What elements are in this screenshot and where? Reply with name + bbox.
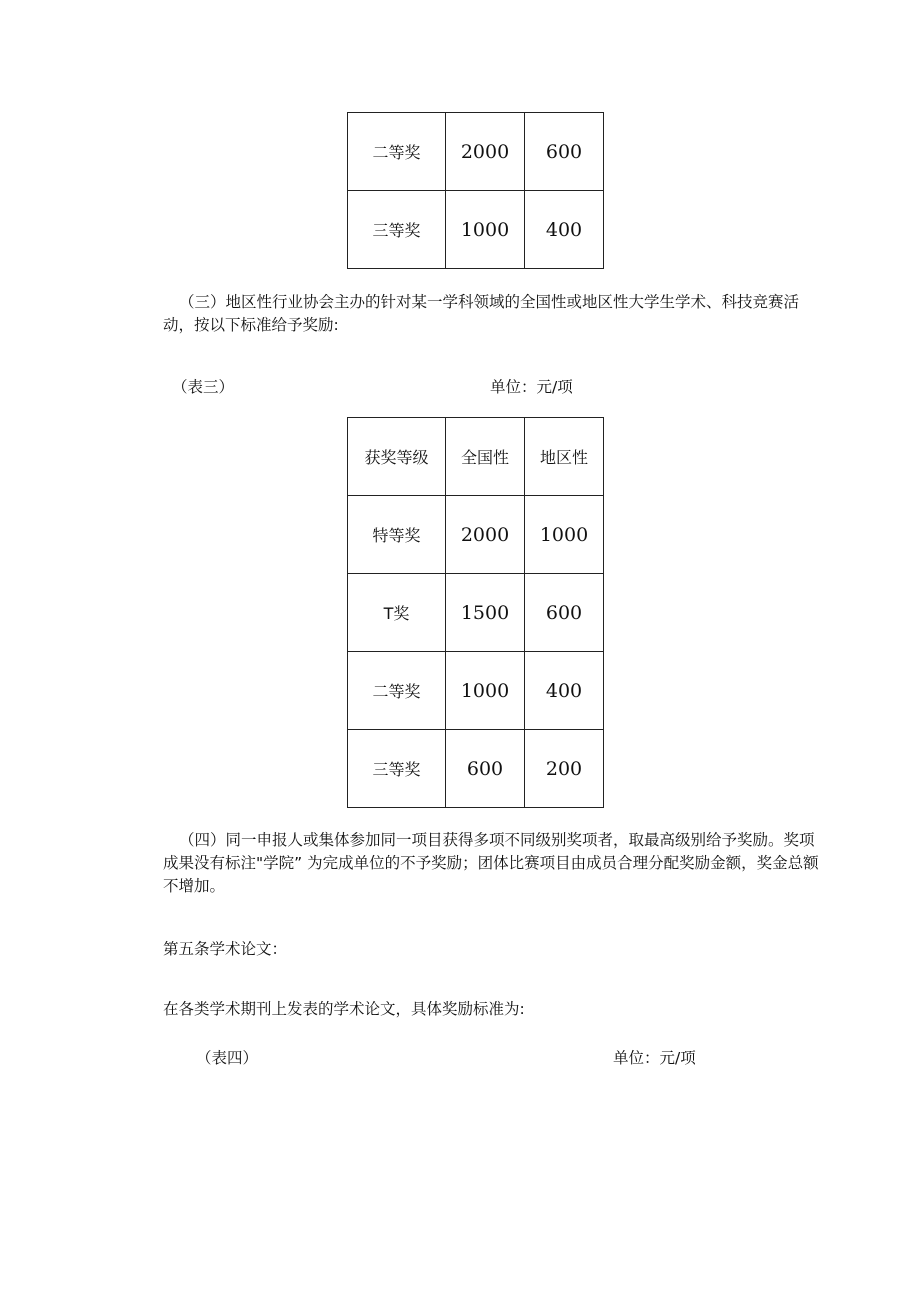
table-cell-value: 400 [525, 652, 604, 730]
table-cell-value: 600 [446, 730, 525, 808]
table-row [348, 496, 604, 574]
table3-unit: 单位：元/项 [490, 378, 573, 396]
table-cell-level: T奖 [348, 574, 446, 652]
table3-label: （表三） [172, 378, 235, 396]
table-row [348, 113, 604, 191]
table-header-regional: 地区性 [525, 418, 604, 496]
table4-label: （表四） [196, 1049, 259, 1067]
award-table-three [347, 417, 604, 808]
table-cell-level: 三等奖 [348, 191, 446, 269]
table-row [348, 652, 604, 730]
table-header-national: 全国性 [446, 418, 525, 496]
table-cell-value: 1000 [525, 496, 604, 574]
table-cell-level: 特等奖 [348, 496, 446, 574]
article-five-text: 在各类学术期刊上发表的学术论文，具体奖励标准为: [163, 1000, 525, 1018]
article-five-heading: 第五条学术论文： [163, 940, 288, 958]
table-header-level: 获奖等级 [348, 418, 446, 496]
paragraph-four-text: （四）同一申报人或集体参加同一项目获得多项不同级别奖项者，取最高级别给予奖励。奖项成果没有标注"学院” 为完成单位的不予奖励；团体比赛项目由成员合理分配奖励金额，奖金总额不增加。 [163, 831, 819, 895]
paragraph-three [163, 291, 823, 337]
table-cell-value: 2000 [446, 113, 525, 191]
table-cell-value: 600 [525, 574, 604, 652]
award-table-continued [347, 112, 604, 269]
table-cell-value: 2000 [446, 496, 525, 574]
table-row [348, 574, 604, 652]
table-cell-level: 三等奖 [348, 730, 446, 808]
table-cell-value: 400 [525, 191, 604, 269]
paragraph-three-text: （三）地区性行业协会主办的针对某一学科领域的全国性或地区性大学生学术、科技竞赛活动，按以下标准给予奖励: [163, 293, 800, 334]
table-cell-value: 200 [525, 730, 604, 808]
table-header-row [348, 418, 604, 496]
table-cell-value: 600 [525, 113, 604, 191]
table-cell-level: 二等奖 [348, 652, 446, 730]
table-row [348, 191, 604, 269]
table-cell-value: 1500 [446, 574, 525, 652]
table-cell-value: 1000 [446, 191, 525, 269]
table-cell-value: 1000 [446, 652, 525, 730]
table-cell-level: 二等奖 [348, 113, 446, 191]
table4-unit: 单位：元/项 [613, 1049, 696, 1067]
table-row [348, 730, 604, 808]
paragraph-four [163, 829, 823, 898]
